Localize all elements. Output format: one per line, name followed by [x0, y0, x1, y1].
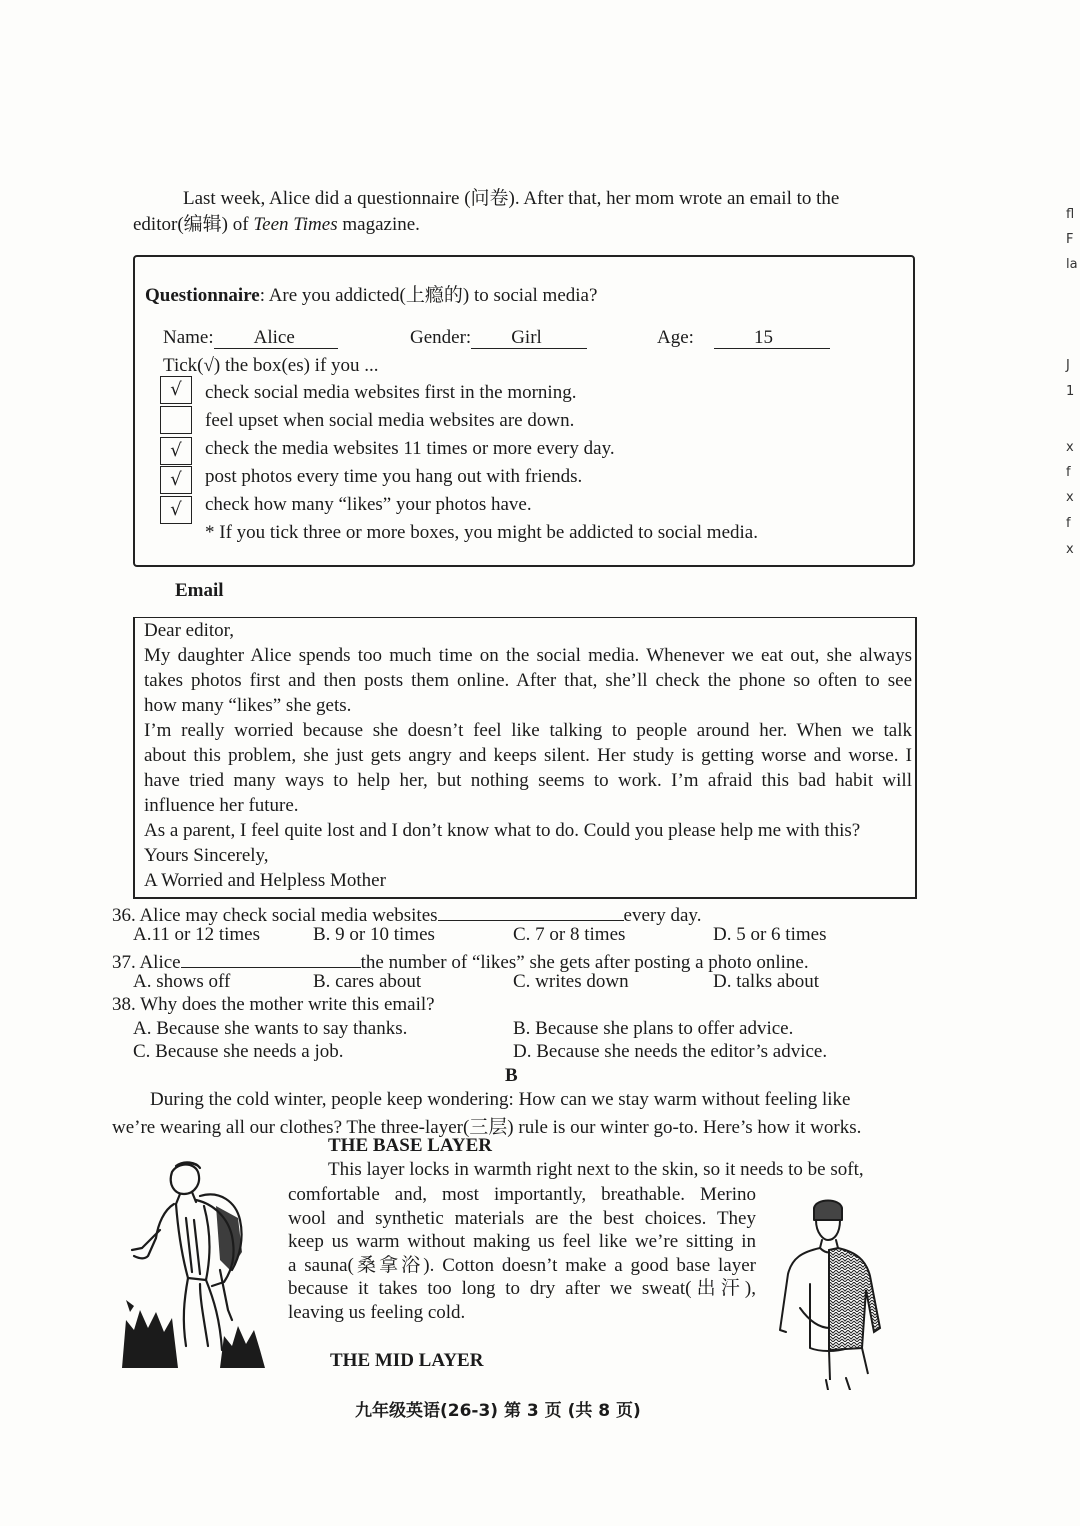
base-layer-line: because it takes too long to dry after we sweat(出汗), — [288, 1278, 756, 1299]
base-layer-line: a sauna(桑拿浴). Cotton doesn’t make a good base layer — [288, 1254, 756, 1276]
section-b-intro-2: we’re wearing all our clothes? The three-layer(三层) rule is our winter go-to. Here’s how it works. — [112, 1117, 862, 1138]
option-c[interactable]: C. 7 or 8 times — [513, 924, 626, 945]
edge-char: x — [1066, 490, 1074, 505]
option-a[interactable]: A.11 or 12 times — [133, 924, 261, 945]
checklist-item: post photos every time you hang out with friends. — [205, 466, 583, 487]
email-line: about this problem, she just gets angry and keeps silent. Her study is getting worse and worse. I — [144, 745, 912, 766]
question-37: 37. Alice the number of “likes” she gets after posting a photo online. — [112, 947, 809, 974]
edge-char: x — [1066, 440, 1074, 455]
base-layer-line: keep us warm without making us feel like we’re sitting in — [288, 1231, 756, 1252]
base-layer-text — [288, 1183, 756, 1324]
questionnaire-title: Questionnaire — [145, 285, 260, 306]
age-value: 15 — [714, 327, 830, 349]
magazine-title: Teen Times — [253, 214, 338, 235]
age-field: Age: 15 — [657, 327, 830, 349]
email-line: Dear editor, — [144, 620, 234, 641]
tick-instruction: Tick(√) the box(es) if you ... — [163, 355, 379, 376]
edge-char: x — [1066, 542, 1074, 557]
option-d[interactable]: D. 5 or 6 times — [713, 924, 827, 945]
base-layer-line: leaving us feeling cold. — [288, 1301, 466, 1323]
edge-char: F — [1066, 232, 1074, 247]
gender-field: Gender: Girl — [410, 327, 587, 349]
intro-text: editor(编辑) of — [133, 214, 254, 235]
base-layer-line: wool and synthetic materials are the best choices. They — [288, 1207, 756, 1229]
page-footer: 九年级英语(26-3) 第 3 页 (共 8 页) — [355, 1401, 641, 1421]
answer-blank[interactable] — [181, 947, 361, 968]
edge-char: fl — [1066, 207, 1075, 222]
checkbox-5[interactable]: √ — [160, 496, 192, 524]
answer-blank[interactable] — [438, 900, 624, 921]
email-line: takes photos first and then posts them online. After that, she’ll check the phone so often to see — [144, 670, 912, 691]
email-line: have tried many ways to help her, but nothing seems to work. I’m afraid this bad habit will — [144, 770, 912, 791]
email-line: Yours Sincerely, — [144, 845, 269, 866]
option-c[interactable]: C. writes down — [513, 971, 629, 992]
option-d[interactable]: D. talks about — [713, 971, 820, 992]
checkbox-2[interactable] — [160, 406, 192, 434]
option-a[interactable]: A. Because she wants to say thanks. — [133, 1018, 408, 1039]
questionnaire-question: : Are you addicted(上瘾的) to social media? — [259, 285, 598, 306]
mid-layer-heading: THE MID LAYER — [330, 1350, 484, 1371]
option-b[interactable]: B. 9 or 10 times — [313, 924, 435, 945]
gender-value: Girl — [471, 327, 587, 349]
checklist-item: check social media websites first in the morning. — [205, 382, 577, 403]
email-body — [144, 618, 912, 893]
name-field: Name: Alice — [163, 327, 338, 349]
option-c[interactable]: C. Because she needs a job. — [133, 1041, 344, 1062]
intro-line-1: Last week, Alice did a questionnaire (问卷). After that, her mom wrote an email to the — [183, 188, 840, 209]
checkbox-1[interactable]: √ — [160, 376, 192, 404]
section-b-label: B — [505, 1065, 518, 1086]
checklist-item: feel upset when social media websites are down. — [205, 410, 575, 431]
email-line: how many “likes” she gets. — [144, 695, 352, 716]
email-heading: Email — [175, 580, 224, 601]
hiker-illustration — [120, 1160, 265, 1368]
checkbox-3[interactable]: √ — [160, 437, 192, 465]
edge-char: la — [1066, 257, 1078, 272]
email-line: As a parent, I feel quite lost and I don’t know what to do. Could you please help me with this? — [144, 820, 861, 841]
edge-char: J — [1066, 358, 1070, 373]
questionnaire-heading — [145, 280, 597, 307]
base-layer-line: This layer locks in warmth right next to the skin, so it needs to be soft, — [328, 1159, 864, 1180]
email-line: I’m really worried because she doesn’t feel like talking to people around her. When we talk — [144, 720, 912, 741]
edge-char: 1 — [1066, 384, 1075, 399]
checklist-item: check how many “likes” your photos have. — [205, 494, 532, 515]
intro-line-2 — [133, 209, 420, 236]
edge-char: f — [1066, 465, 1071, 480]
questionnaire-note: * If you tick three or more boxes, you might be addicted to social media. — [205, 522, 758, 543]
option-b[interactable]: B. Because she plans to offer advice. — [513, 1018, 794, 1039]
sweater-man-illustration — [770, 1198, 890, 1390]
checkbox-4[interactable]: √ — [160, 466, 192, 494]
email-line: A Worried and Helpless Mother — [144, 870, 386, 891]
base-layer-line: comfortable and, most importantly, breathable. Merino — [288, 1184, 756, 1205]
email-line: influence her future. — [144, 795, 299, 816]
base-layer-heading: THE BASE LAYER — [328, 1135, 493, 1156]
section-b-intro-1: During the cold winter, people keep wondering: How can we stay warm without feeling like — [150, 1089, 851, 1110]
checklist-item: check the media websites 11 times or more every day. — [205, 438, 615, 459]
name-value: Alice — [214, 327, 338, 349]
email-line: My daughter Alice spends too much time on the social media. Whenever we eat out, she always — [144, 645, 912, 666]
option-a[interactable]: A. shows off — [133, 971, 231, 992]
intro-text-end: magazine. — [337, 214, 420, 235]
question-38: 38. Why does the mother write this email? — [112, 994, 435, 1015]
question-36: 36. Alice may check social media websites every day. — [112, 900, 701, 927]
option-d[interactable]: D. Because she needs the editor’s advice. — [513, 1041, 828, 1062]
option-b[interactable]: B. cares about — [313, 971, 422, 992]
edge-char: f — [1066, 516, 1071, 531]
